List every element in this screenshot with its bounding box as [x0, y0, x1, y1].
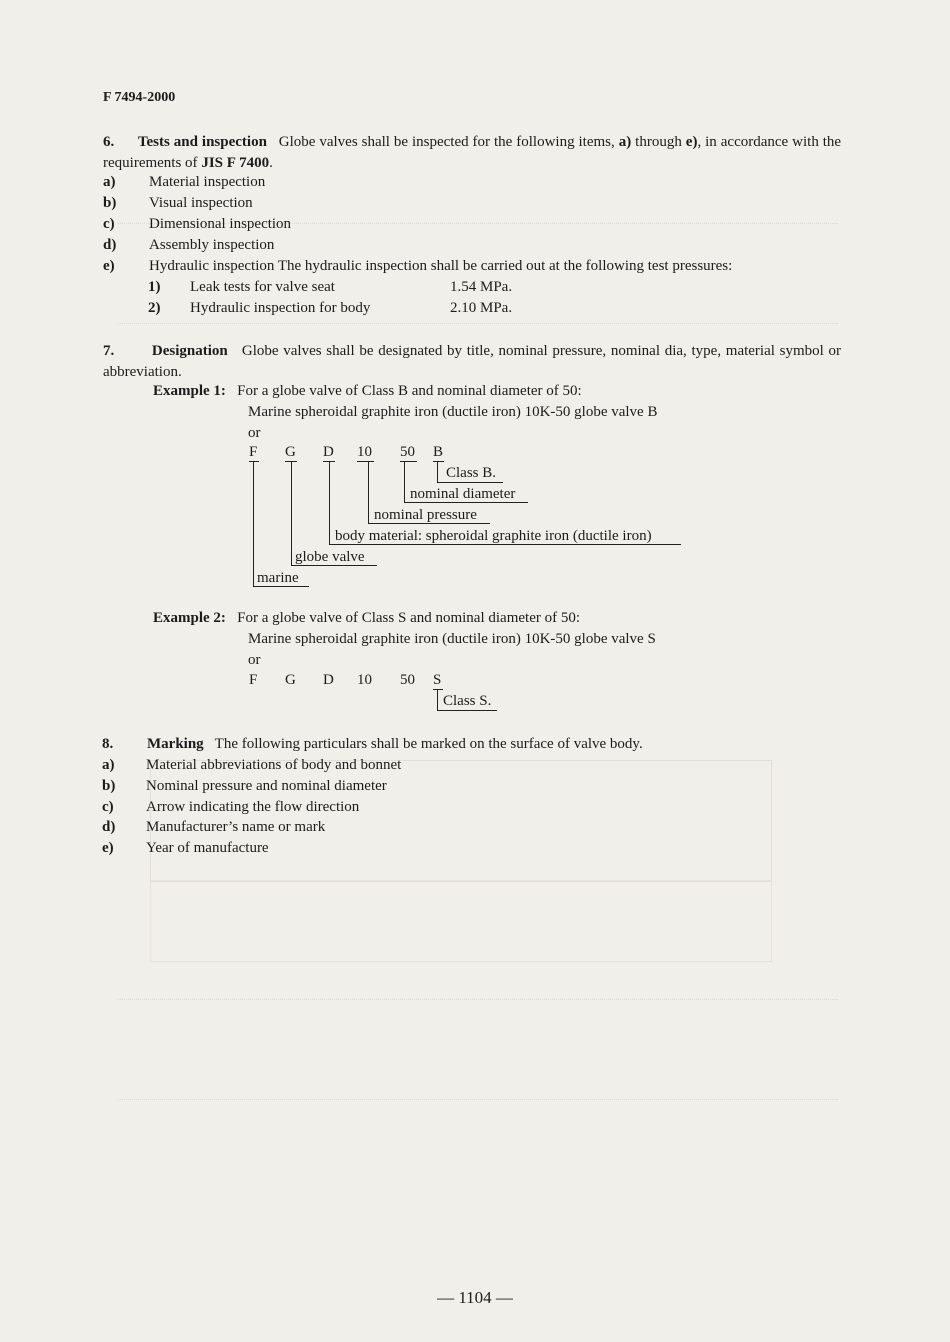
code-letter: B [433, 444, 444, 460]
section-6-item-a-ref: a) [618, 134, 632, 150]
bracket-vertical [437, 690, 438, 710]
bracket-vertical [404, 462, 405, 502]
callout-class: Class B. [446, 465, 497, 481]
code-underline [400, 461, 417, 462]
code-letter: D [323, 444, 334, 460]
section-6-period: . [269, 155, 273, 171]
code-underline [357, 461, 374, 462]
callout-class-s: Class S. [443, 693, 492, 709]
code-letter: D [323, 672, 334, 688]
section-6-comma: , in [697, 134, 717, 150]
section-6-intro-text: Globe valves shall be inspected for the following items, [278, 134, 615, 150]
section-6-line2: accordance with the requirements of [103, 134, 842, 171]
callout-nominal-diameter: nominal diameter [410, 486, 516, 502]
section-6-reference: JIS F 7400 [201, 155, 270, 171]
code-letter: 50 [400, 672, 415, 688]
section-7-intro [103, 341, 841, 383]
code-underline [433, 461, 444, 462]
list-item: d) Manufacturer’s name or mark [102, 819, 326, 835]
list-item: b) Nominal pressure and nominal diameter [102, 778, 387, 794]
list-item: e) Hydraulic inspection The hydraulic inspection shall be carried out at the following test pressures: [103, 258, 733, 274]
example-2-line2: Marine spheroidal graphite iron (ductile iron) 10K-50 globe valve S [248, 631, 656, 647]
list-item: a) Material abbreviations of body and bonnet [102, 757, 402, 773]
example-1-or: or [248, 425, 261, 441]
list-item: d) Assembly inspection [103, 237, 275, 253]
bracket-vertical [437, 462, 438, 482]
bracket-horizontal [437, 482, 503, 483]
section-7-text: Globe valves shall be designated by title, nominal pressure, nominal dia, type, material symbol or abbreviation. [103, 343, 842, 380]
callout-nominal-pressure: nominal pressure [374, 507, 477, 523]
callout-globe-valve: globe valve [295, 549, 365, 565]
list-item: b) Visual inspection [103, 195, 253, 211]
code-letter: S [433, 672, 442, 688]
code-letter: G [285, 444, 296, 460]
code-underline [433, 689, 443, 690]
list-item: e) Year of manufacture [102, 840, 269, 856]
section-6-heading: Tests and inspection [137, 134, 267, 150]
section-7-heading: Designation [151, 343, 228, 359]
list-item: c) Dimensional inspection [103, 216, 292, 232]
section-8-number: 8. [102, 736, 114, 752]
callout-body-material: body material: spheroidal graphite iron (ductile iron) [335, 528, 652, 544]
section-8-intro [102, 734, 643, 754]
page-number: — 1104 — [437, 1288, 513, 1307]
section-6-number: 6. [103, 134, 115, 150]
code-letter: 50 [400, 444, 415, 460]
bracket-vertical [253, 462, 254, 586]
code-letter: 10 [357, 672, 372, 688]
section-7-number: 7. [103, 343, 115, 359]
pressure-row: 1) Leak tests for valve seat 1.54 MPa. [148, 279, 513, 295]
standard-number: F 7494-2000 [103, 90, 176, 105]
list-item: c) Arrow indicating the flow direction [102, 799, 360, 815]
pressure-row: 2) Hydraulic inspection for body 2.10 MPa. [148, 300, 513, 316]
callout-marine: marine [257, 570, 299, 586]
example-2-line1: Example 2: For a globe valve of Class S and nominal diameter of 50: [153, 610, 581, 626]
section-6-item-e-ref: e) [685, 134, 698, 150]
section-8-text: The following particulars shall be marked on the surface of valve body. [214, 736, 643, 752]
bracket-vertical [291, 462, 292, 565]
bracket-vertical [329, 462, 330, 544]
section-6-through: through [635, 134, 682, 150]
list-item: a) Material inspection [103, 174, 266, 190]
code-letter: F [249, 672, 258, 688]
section-6-intro [103, 132, 841, 174]
bracket-horizontal [437, 710, 497, 711]
section-8-heading: Marking [147, 736, 204, 752]
example-1-line2: Marine spheroidal graphite iron (ductile iron) 10K-50 globe valve B [248, 404, 658, 420]
example-2-or: or [248, 652, 261, 668]
code-letter: G [285, 672, 296, 688]
bracket-vertical [368, 462, 369, 523]
example-1-line1: Example 1: For a globe valve of Class B and nominal diameter of 50: [153, 383, 582, 399]
code-underline [249, 461, 259, 462]
code-letter: F [249, 444, 258, 460]
code-letter: 10 [357, 444, 372, 460]
